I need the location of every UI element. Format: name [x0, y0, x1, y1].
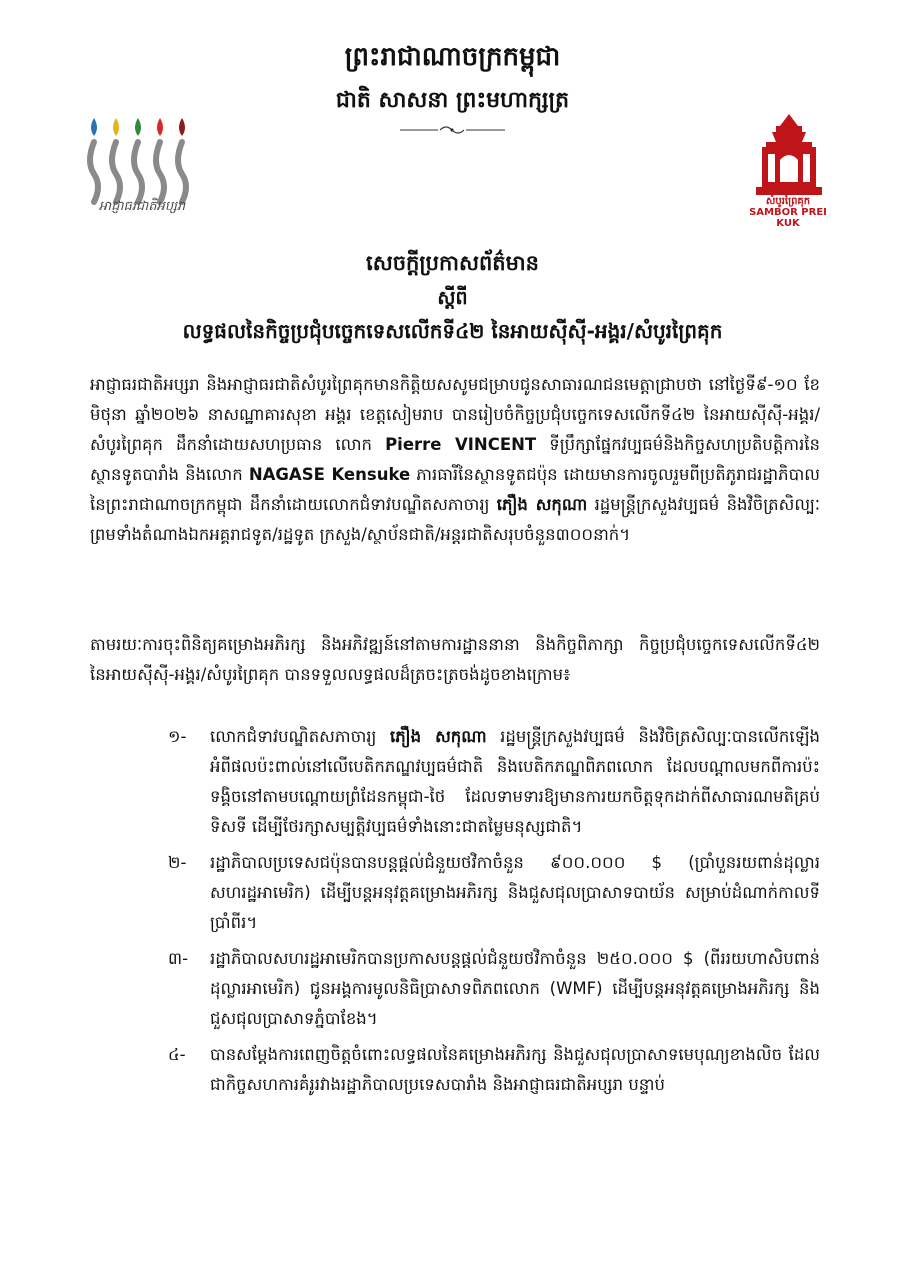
results-list [168, 722, 820, 1106]
list-item [168, 722, 820, 842]
list-item-text: រដ្ឋាភិបាលប្រទេសជប៉ុនបានបន្តផ្តល់ជំនួយថវិកាចំនួន ៩០០.០០០ $ (ប្រាំបួនរយពាន់ដុល្លារសហរដ្ឋអាមេរិក) ដើម្បីបន្តអនុវត្តគម្រោងអភិរក្ស និងជួសជុលប្រាសាទបាយ័ន សម្រាប់ដំណាក់កាលទីប្រាំពីរ។ [210, 853, 820, 932]
intro-paragraph [90, 370, 820, 550]
sambor-caption-khmer: សំបូរព្រៃគុក [765, 196, 811, 207]
sambor-prei-kuk-caption [738, 196, 838, 229]
list-item-number: ៤- [168, 1045, 186, 1064]
notice-about: ស្តីពី [437, 287, 468, 309]
minister-name: ភឿង សកុណា [496, 495, 588, 514]
list-item-prefix: លោកជំទាវបណ្ឌិតសភាចារ្យ [210, 727, 377, 746]
intro-text-b: ទីប្រឹក្សាផ្នែកវប្បធម៌និងកិច្ចសហប្រតិបត្តិការនៃស្ថានទូតបារាំង និងលោក [90, 435, 821, 484]
list-item [168, 848, 820, 938]
intro-text-a: អាជ្ញាធរជាតិអប្សរា និងអាជ្ញាធរជាតិសំបូរព្រៃគុកមានកិត្តិយសសូមជម្រាបជូនសាធារណជនមេត្តាជ្រាបថា នៅថ្ងៃទី៩-១០ ខែមិថុនា ឆ្នាំ២០២៦ នាសណ្ឋាគារសុខា អង្គរ ខេត្តសៀមរាប បានរៀបចំកិច្ចប្រជុំបច្ចេកទេសលើកទី៤២ នៃអាយស៊ីស៊ី-អង្គរ/សំបូរព្រៃគុក ដឹកនាំដោយសហប្រធាន លោក [90, 375, 820, 454]
list-item-text: បានសម្តែងការពេញចិត្តចំពោះលទ្ធផលនៃគម្រោងអភិរក្ស និងជួសជុលប្រាសាទមេបុណ្យខាងលិច ដែលជាកិច្ចសហការគំរូរវាងរដ្ឋាភិបាលប្រទេសបារាំង និងអាជ្ញាធរជាតិអប្សរា បន្ទាប់ [210, 1045, 820, 1094]
list-item [168, 1040, 820, 1100]
sambor-caption-latin: SAMBOR PREI KUK [749, 207, 827, 229]
notice-subject: លទ្ធផលនៃកិច្ចប្រជុំបច្ចេកទេសលើកទី៤២ នៃអាយស៊ីស៊ី-អង្គរ/សំបូរព្រៃគុក [182, 319, 723, 343]
list-item-text: រដ្ឋមន្ត្រីក្រសួងវប្បធម៌ និងវិចិត្រសិល្បៈបានលើកឡើងអំពីផលប៉ះពាល់នៅលើបេតិកភណ្ឌវប្បធម៌ជាតិ និងបេតិកភណ្ឌពិភពលោក ដែលបណ្តាលមកពីការប៉ះទង្គិចនៅតាមបណ្តោយព្រំដែនកម្ពុជា-ថៃ ដែលទាមទារឱ្យមានការយកចិត្តទុកដាក់ពីសាធារណមតិគ្រប់ទិសទី ដើម្បីថែរក្សាសម្បត្តិវប្បធម៌ទាំងនោះជាតម្លៃមនុស្សជាតិ។ [210, 727, 821, 836]
notice-title: សេចក្តីប្រកាសព័ត៌មាន [366, 251, 539, 275]
ornament-divider-icon [400, 124, 505, 136]
list-item-bold-name: ភឿង សកុណា [389, 727, 487, 746]
list-item-number: ៣- [168, 949, 189, 968]
intro-text-c: ភារធារីនៃស្ថានទូតជប៉ុន ដោយមានការចូលរួមពីប្រតិភូរាជរដ្ឋាភិបាលនៃព្រះរាជាណាចក្រកម្ពុជា ដឹកនាំដោយលោកជំទាវបណ្ឌិតសភាចារ្យ [90, 465, 821, 514]
national-motto: ជាតិ សាសនា ព្រះមហាក្សត្រ [335, 88, 570, 113]
co-chair-name-japan: NAGASE Kensuke [248, 465, 411, 484]
intro-text-d: រដ្ឋមន្ត្រីក្រសួងវប្បធម៌ និងវិចិត្រសិល្បៈ ព្រមទាំងតំណាងឯកអគ្គរាជទូត/រដ្ឋទូត ក្រសួង/ស្ថាប័នជាតិ/អន្តរជាតិសរុបចំនួន៣០០នាក់។ [90, 495, 820, 544]
list-item-number: ១- [168, 727, 187, 746]
kingdom-title: ព្រះរាជាណាចក្រកម្ពុជា [344, 42, 561, 72]
list-item [168, 944, 820, 1034]
sambor-prei-kuk-temple-logo-icon [752, 112, 826, 196]
apsara-logo-caption: អាជ្ញាធរជាតិអប្សរា [98, 199, 186, 214]
list-item-number: ២- [168, 853, 187, 872]
results-intro-paragraph: តាមរយៈការចុះពិនិត្យគម្រោងអភិរក្ស និងអភិវឌ្ឍន៍នៅតាមការដ្ឋាននានា និងកិច្ចពិភាក្សា កិច្ចប្រជុំបច្ចេកទេសលើកទី៤២ នៃអាយស៊ីស៊ី-អង្គរ/សំបូរព្រៃគុក បានទទួលលទ្ធផលដ៏ត្រចះត្រចង់ដូចខាងក្រោម៖ [90, 635, 820, 684]
co-chair-name-france: Pierre VINCENT [385, 435, 537, 454]
list-item-text: រដ្ឋាភិបាលសហរដ្ឋអាមេរិកបានប្រកាសបន្តផ្តល់ជំនួយថវិកាចំនួន ២៥០.០០០ $ (ពីររយហាសិបពាន់ដុល្លារអាមេរិក) ជូនអង្គការមូលនិធិប្រាសាទពិភពលោក (WMF) ដើម្បីបន្តអនុវត្តគម្រោងអភិរក្ស និងជួសជុលប្រាសាទភ្នំបាខែង។ [210, 949, 820, 1028]
